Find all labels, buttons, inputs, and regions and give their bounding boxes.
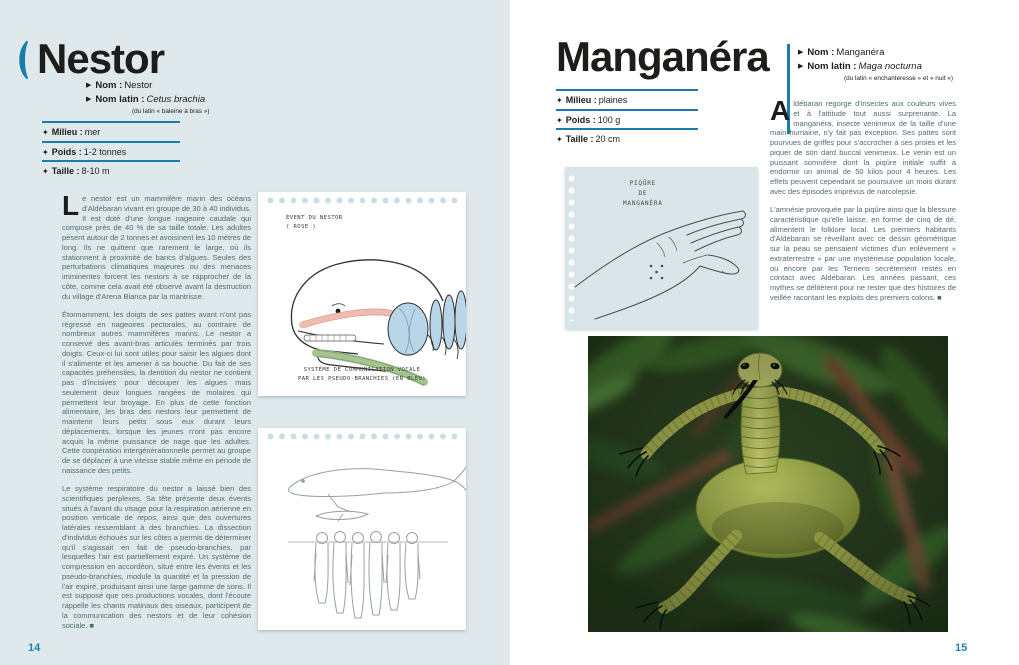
stat-label: Taille : (565, 134, 594, 144)
page-manganera (510, 0, 1019, 665)
star-bullet-icon: ✦ (42, 128, 49, 137)
stat-poids (556, 109, 698, 129)
sketch-card-poses (258, 428, 466, 630)
stat-value: 20 cm (595, 134, 621, 144)
arrow-bullet-icon: ▶ (798, 49, 804, 56)
page-number-right: 15 (955, 642, 968, 654)
paragraph: L'amnésie provoquée par la piqûre ainsi que la blessure caractéristique qu'elle laisse, en forme de cinq de dé, alimentent le folklore local. Les premiers habitants d'Aldébaran se réveillant avec ce dessin géométrique sur la peau se pensaient victimes d'un enlèvement « extraterrestre » par une mystérieuse population locale, ou encore par les Terriens secrètement restés en contact avec Aldébaran. Les années passant, ces mythes se délitèrent pour ne rester que des histoires de veillée racontant les exploits des premiers colons. ■ (770, 205, 956, 302)
star-bullet-icon: ✦ (42, 167, 49, 176)
latin-note: (du latin « baleine à bras ») (132, 108, 210, 115)
name-block-nestor (86, 80, 209, 115)
spiral-binding-dots (267, 197, 457, 204)
paragraph: Le système respiratoire du nestor a laissé bien des scientifiques perplexes. Sa tête présente deux évents situés à l'avant du visage pour la respiration aérienne en position verticale de repos, ainsi que des ouvertures latérales ressemblant à des branchies. La dissection d'individus échoués sur les côtes a permis de déterminer qu'il s'agissait en fait de pseudo-branchies, par lesquelles l'air est partiellement expiré. Un système de compression en accordéon, situé entre les évents et les pseudo-branchies, module la quantité et la pression de l'air expiré, produisant ainsi une large gamme de sons. Il est supposé que ces productions vocales, dont l'écoute rappelle les chants matinaux des oiseaux, participent de la communication des nestors et de leur cohésion sociale. ■ (62, 484, 251, 630)
stat-value: mer (84, 127, 101, 137)
sketch-label-event: ÉVENT DU NESTOR ( ROSE ) (286, 215, 343, 230)
dropcap: A (770, 95, 791, 126)
manganera-illustration (588, 336, 948, 632)
stat-label: Poids : (565, 114, 596, 125)
title-chevron-icon (14, 41, 30, 79)
stat-label: Poids : (51, 146, 82, 157)
sketch-card-anatomy (258, 192, 466, 396)
star-bullet-icon: ✦ (556, 135, 563, 144)
page-number-left: 14 (28, 642, 41, 654)
stat-taille (556, 128, 698, 148)
star-bullet-icon: ✦ (42, 147, 49, 157)
nom-label: Nom : (807, 47, 835, 58)
stat-value: plaines (598, 95, 628, 105)
nom-latin-label: Nom latin : (95, 94, 145, 105)
nom-line (798, 47, 953, 58)
dropcap: L (62, 190, 80, 221)
sketch-card-hand (565, 167, 758, 329)
paragraph: Aldébaran regorge d'insectes aux couleurs vives et à l'attitude tout aussi surprenante. La manganéra, insecte venimeux de la taille d'une main humaine, n'y fait pas exception. Ses pattes sont pourvues de griffes pour s'accrocher à ses proies et les piquer de son dard buccal venimeux. Le venin est un puissant somnifère dont la piqûre initiale suffit à endormir un animal de 50 kilos pour 4 heures. Les effets peuvent cependant se poursuivre un mois durant avec des épisodes imprévus de narcolepsie. (770, 95, 956, 196)
arrow-bullet-icon: ▶ (798, 63, 804, 70)
stat-value: 100 g (597, 114, 621, 125)
stat-label: Milieu : (51, 127, 83, 137)
stat-poids (42, 141, 180, 161)
paragraph: Le nestor est un mammifère marin des océans d'Aldébaran vivant en groupe de 30 à 40 individus. Il est doté d'une longue nageoire caudale qui compose près de 40 % de sa taille totale. Les adultes pèsent autour de 2 tonnes et avoisinent les 10 mètres de long. Ils ne quittent que rarement le large, où ils stationnent à proximité de bancs d'algues. Seules des perturbations climatiques majeures ou des menaces imminentes forcent les nestors à se rapprocher de la côte, comme cela avait été observé avant la destruction du village d'Arena Bianca par la mantrisse. (62, 190, 251, 301)
name-block-manganera (798, 47, 953, 82)
arrow-bullet-icon: ▶ (86, 82, 92, 89)
nom-latin-label: Nom latin : (807, 61, 857, 72)
article-text-nestor (62, 190, 251, 639)
stat-value: 1-2 tonnes (83, 146, 127, 157)
nom-line (86, 80, 209, 91)
page-title-nestor: Nestor (37, 35, 165, 82)
nestor-body-sketch (258, 443, 466, 627)
stat-label: Taille : (51, 166, 80, 176)
nom-latin-line (798, 61, 953, 72)
stats-block-nestor (42, 121, 180, 180)
spiral-binding-dots (267, 433, 457, 440)
nom-label: Nom : (95, 80, 123, 91)
star-bullet-icon: ✦ (556, 115, 563, 125)
sketch-label-system: SYSTÈME DE COMMUNICATION VOCALE PAR LES PSEUDO-BRANCHIES (EN BLEU) (297, 367, 427, 383)
sketch-label-piqure: PIQÛRE DE MANGANÉRA (623, 180, 663, 208)
stat-milieu (556, 89, 698, 109)
stat-milieu (42, 121, 180, 141)
nom-latin-value: Maga nocturna (858, 61, 922, 72)
page-title-manganera: Manganéra (556, 33, 769, 80)
nom-value: Manganéra (836, 47, 885, 58)
latin-note: (du latin « enchanteresse » et « nuit ») (844, 75, 954, 82)
star-bullet-icon: ✦ (556, 96, 563, 105)
arrow-bullet-icon: ▶ (86, 96, 92, 103)
stat-taille (42, 160, 180, 180)
nom-latin-value: Cetus brachia (146, 94, 206, 105)
stat-value: 8-10 m (81, 166, 110, 176)
paragraph: Étonnamment, les doigts de ses pattes avant n'ont pas régressé en nageoires pectorales, au contraire de nombreux autres mammifères marins. Le nestor a conservé des avant-bras articulés terminés par trois doigts. Ceux-ci lui sont utiles pour saisir les algues dont il s'alimente et les amener à sa bouche. Du fait de ses capacités préhensiles, la dentition du nestor ne contient pas d'incisives pour découper les algues mais seulement deux longues rangées de molaires qui permettent leur broyage. En plus de cette fonction alimentaire, les bras des nestors leur permettent de maintenir leurs petits sous eux durant leurs déplacements, lorsque les jeunes n'ont pas encore acquis la même puissance de nage que les adultes. Cette coopération intergénérationnelle permet au groupe de se déplacer à une vitesse stable même en période de naissance des petits. (62, 309, 251, 475)
nom-latin-line (86, 94, 209, 105)
nestor-head-sketch (258, 207, 466, 393)
nom-value: Nestor (124, 80, 153, 91)
stats-block-manganera (556, 89, 698, 148)
stat-label: Milieu : (565, 95, 597, 105)
article-text-manganera (770, 95, 956, 311)
